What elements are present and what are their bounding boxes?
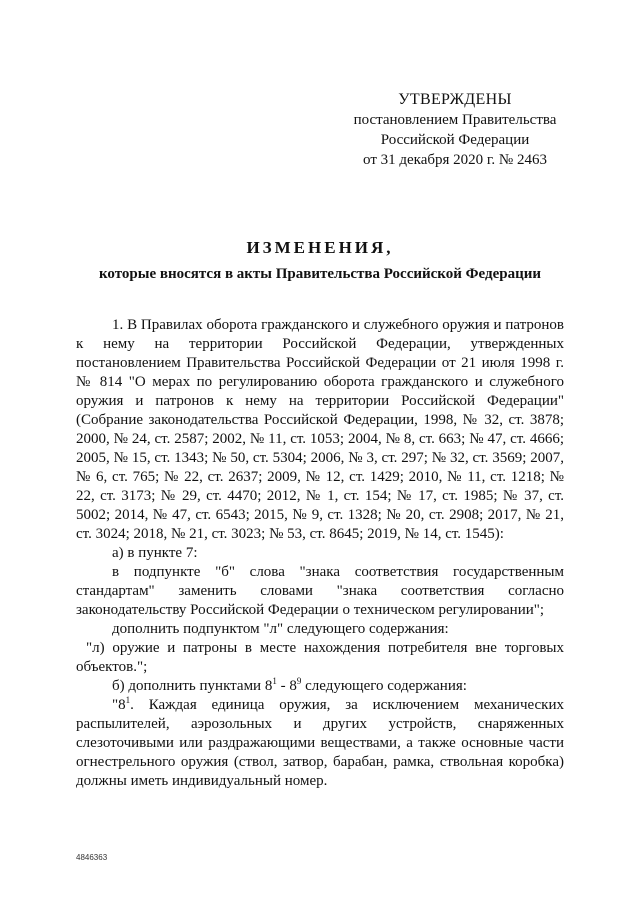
approval-heading: УТВЕРЖДЕНЫ — [398, 91, 512, 108]
paragraph-a: а) в пункте 7: — [112, 545, 198, 561]
paragraph-b-sup-2: 9 — [296, 676, 302, 686]
paragraph-b-text-end: следующего содержания: — [301, 678, 467, 694]
document-subtitle: которые вносятся в акты Правительства Российской Федерации — [98, 266, 542, 282]
paragraph-8-1-sup: 1 — [125, 695, 131, 705]
paragraph-subpoint-b: в подпункте "б" слова "знака соответствия государственным стандартам" заменить словами "знака соответствия согласно законодательству Российской Федерации о техническом регулировании"; — [76, 564, 564, 618]
paragraph-1: 1. В Правилах оборота гражданского и служебного оружия и патронов к нему на территории Российской Федерации, утвержденных постановлением Правительства Российской Федерации от 21 июля 1998 г. № 814 "О мерах по регулированию оборота гражданского и служебного оружия и патронов к нему на территории Российской Федерации" (Собрание законодательства Российской Федерации, 1998, № 32, ст. 3878; 2000, № 24, ст. 2587; 2002, № 11, ст. 1053; 2004, № 8, ст. 663; № 47, ст. 4666; 2005, № 15, ст. 1343; № 50, ст. 5304; 2006, № 3, ст. 297; № 32, ст. 3569; 2007, № 6, ст. 765; № 22, ст. 2637; 2009, № 12, ст. 1429; 2010, № 11, ст. 1218; № 22, ст. 3173; № 29, ст. 4470; 2012, № 1, ст. 154; № 17, ст. 1985; № 37, ст. 5002; 2014, № 47, ст. 6543; 2015, № 9, ст. 1328; № 20, ст. 2908; 2017, № 21, ст. 3024; 2018, № 21, ст. 3023; № 53, ст. 8645; 2019, № 14, ст. 1545): — [76, 317, 564, 542]
paragraph-b — [76, 677, 564, 696]
document-body — [76, 316, 564, 791]
paragraph-b-text-mid: - 8 — [276, 678, 297, 694]
approval-stamp — [340, 90, 570, 170]
document-title: ИЗМЕНЕНИЯ, — [246, 238, 394, 257]
paragraph-b-text-start: б) дополнить пунктами 8 — [112, 678, 273, 694]
paragraph-b-sup-1: 1 — [272, 676, 277, 686]
approval-line-country: Российской Федерации — [380, 132, 530, 148]
document-number: 4846363 — [76, 853, 108, 862]
paragraph-8-1-open: "8 — [112, 697, 126, 713]
approval-line-date: от 31 декабря 2020 г. № 2463 — [363, 152, 547, 168]
approval-line-decree: постановлением Правительства — [353, 112, 557, 128]
paragraph-8-1 — [76, 696, 564, 791]
paragraph-subpoint-l: "л) оружие и патроны в месте нахождения потребителя вне торговых объектов."; — [76, 640, 564, 675]
paragraph-add-subpoint: дополнить подпунктом "л" следующего содержания: — [112, 621, 449, 637]
paragraph-8-1-text: . Каждая единица оружия, за исключением механических распылителей, аэрозольных и других устройств, снаряженных слезоточивыми или раздражающими веществами, а также основные части огнестрельного оружия (ствол, затвор, барабан, рамка, ствольная коробка) должны иметь индивидуальный номер. — [76, 697, 564, 789]
